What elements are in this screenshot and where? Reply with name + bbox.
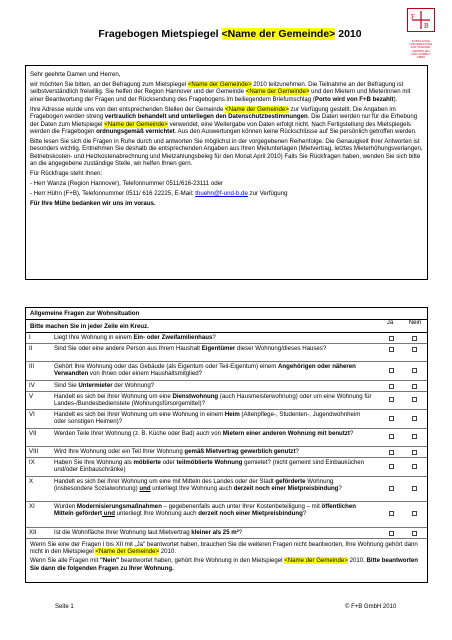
letter-paragraph-1: wir möchten Sie bitten, an der Befragung zum Mietspiegel <Name der Gemeinde> 2010 teilzunehmen. Die Teilnahme an der Befragung ist selbstverständlich freiwillig. Sie helfen der Region Hannover und der Gemeinde <Name der Gemeinde> und den Mietern und Mieterinnen mit einer Beantwortung der Fragen und der Rücksendung des Fragebogens im beiliegendem Briefumschlag (Porto wird von F+B bezahlt).: [30, 81, 411, 103]
cover-letter: [25, 65, 428, 280]
checkbox-no[interactable]: [412, 486, 417, 491]
contact-intro: Für Rückfrage steht Ihnen:: [30, 170, 103, 178]
note-no: Wenn Sie alle Fragen mit "Nein" beantwortet haben, gehört Ihre Wohnung in den Mietspiegel <Name der Gemeinde> 2010. Bitte beantworten Sie dann die folgenden Fragen zu Ihrer Wohnung.: [30, 557, 418, 572]
checkbox-yes[interactable]: [389, 531, 394, 536]
contact-wanza: - Herr Wanza (Region Hannover), Telefonnummer 0511/616-23111 oder: [30, 180, 224, 188]
question-row: IV Sind Sie Untermieter der Wohnung?: [26, 381, 427, 392]
survey-notes: [26, 539, 427, 572]
checkbox-yes[interactable]: [389, 416, 394, 421]
checkbox-yes[interactable]: [389, 347, 394, 352]
page-title: Fragebogen Mietspiegel <Name der Gemeinde> 2010: [98, 28, 362, 40]
checkbox-no[interactable]: [412, 531, 417, 536]
checkbox-no[interactable]: [412, 511, 417, 516]
checkbox-yes[interactable]: [389, 397, 394, 402]
thanks-line: Für Ihre Mühe bedanken wir uns im voraus.: [30, 200, 156, 208]
greeting: Sehr geehrte Damen und Herren,: [30, 71, 121, 78]
instruction-text: Bitte machen Sie in jeder Zeile ein Kreuz.: [30, 323, 149, 330]
checkbox-yes[interactable]: [389, 384, 394, 389]
checkbox-no[interactable]: [412, 368, 417, 373]
checkbox-no[interactable]: [412, 434, 417, 439]
email-link[interactable]: thuehn@f-und-b.de: [195, 190, 248, 198]
checkbox-yes[interactable]: [389, 511, 394, 516]
instruction-row: [26, 320, 427, 333]
question-row: I Liegt Ihre Wohnung in einem Ein- oder Zweifamilienhaus?: [26, 333, 427, 344]
contact-huehn: - Herr Hühn (F+B), Telefonnummer 0511/ 616 22225, E-Mail: thuehn@f-und-b.de zur Verfügung: [30, 190, 288, 198]
checkbox-yes[interactable]: [389, 464, 394, 469]
question-row: XI Wurden Modernisierungsmaßnahmen – gegebenenfalls auch unter Ihrer Kostenbeteiligung – mit öffentlichen Mitteln gefördert und unterliegt Ihre Wohnung auch derzeit noch einer Mietpreisbindung?: [26, 502, 427, 528]
question-row: X Handelt es sich bei Ihrer Wohnung um eine mit Mitteln des Landes oder der Stadt geförderte Wohnung (insbesondere Sozialwohnung) und unterliegt Ihre Wohnung auch derzeit noch einer Mietpreisbindung?: [26, 477, 427, 502]
question-row: V Handelt es sich bei Ihrer Wohnung um eine Dienstwohnung (auch Hausmeisterwohnung) oder um eine Wohnung für Landes-/Bundesbedienstete (Wohnungsfürsorgemittel)?: [26, 392, 427, 410]
checkbox-no[interactable]: [412, 450, 417, 455]
note-yes: Wenn Sie eine der Fragen I bis XII mit „Ja" beantwortet haben, brauchen Sie die weiteren Fragen nicht beantworten, Ihre Wohnung gehört dann nicht in den Mietspiegel <Name der Gemeinde> 2010.: [30, 541, 418, 556]
letter-paragraph-2: Ihre Adresse wurde uns von den entsprechenden Stellen der Gemeinde <Name der Gemeinde> zur Verfügung gestellt. Die Angaben im Fragebogen werden streng vertraulich behandelt und unterliegen den Datenschutzbestimmungen. Die Daten werden nur für die Erhebung der Daten zum Mietspiegel <Name der Gemeinde> verwendet, eine Weitergabe von Daten erfolgt nicht. Nach Fertigstellung des Mietspiegels werden die Fragebogen ordnungsgemäß vernichtet. Aus den Auswertungen können keine Rückschlüsse auf Sie persönlich getroffen werden.: [30, 105, 418, 136]
survey-table: [25, 307, 428, 583]
checkbox-yes[interactable]: [389, 450, 394, 455]
checkbox-yes[interactable]: [389, 336, 394, 341]
checkbox-yes[interactable]: [389, 368, 394, 373]
checkbox-no[interactable]: [412, 397, 417, 402]
checkbox-no[interactable]: [412, 416, 417, 421]
logo-tagline: FORSCHUNG UND BERATUNG FÜR WOHNEN, IMMOBILIEN UND UMWELT GMBH: [409, 40, 433, 60]
fb-logo: [407, 8, 435, 64]
title-placeholder: <Name der Gemeinde>: [221, 28, 336, 40]
svg-text:B: B: [424, 22, 429, 30]
question-row: XII Ist die Wohnfläche Ihrer Wohnung laut Mietvertrag kleiner als 25 m²?: [26, 528, 427, 539]
col-header-no: Nein: [408, 319, 422, 326]
col-header-yes: Ja: [386, 319, 394, 326]
question-row: VIII Wird Ihre Wohnung oder ein Teil Ihrer Wohnung gemäß Mietvertrag gewerblich genutzt?: [26, 447, 427, 458]
checkbox-no[interactable]: [412, 347, 417, 352]
svg-text:F: F: [411, 13, 415, 21]
question-row: II Sind Sie oder eine andere Person aus Ihrem Haushalt Eigentümer dieser Wohnung/dieses Hauses?: [26, 344, 427, 362]
question-row: VII Werden Teile Ihrer Wohnung (z. B. Küche oder Bad) auch von Mietern einer anderen Wohnung mit benutzt?: [26, 429, 427, 447]
checkbox-no[interactable]: [412, 336, 417, 341]
question-row: III Gehört Ihre Wohnung oder das Gebäude (als Eigentum oder Teil-Eigentum) einem Angehörigen oder näheren Verwandten von Ihnen oder einem Haushaltsmitglied?: [26, 362, 427, 381]
question-row: VI Handelt es sich bei Ihrer Wohnung um eine Wohnung in einem Heim (Altenpflege-, Studenten-, Jugendwohnheim oder sonstigen Heimen)?: [26, 410, 427, 429]
checkbox-yes[interactable]: [389, 434, 394, 439]
checkbox-no[interactable]: [412, 384, 417, 389]
logo-box-icon: [407, 8, 435, 32]
checkbox-yes[interactable]: [389, 486, 394, 491]
copyright: © F+B GmbH 2010: [345, 604, 397, 610]
question-row: IX Haben Sie Ihre Wohnung als möblierte oder teilmöblierte Wohnung gemietet? (nicht gemeint sind Einbauküchen und/oder Einbauschränke): [26, 458, 427, 477]
page-number: Seite 1: [55, 604, 74, 610]
section-title: Allgemeine Fragen zur Wohnsituation: [26, 308, 427, 320]
letter-paragraph-3: Bitte lesen Sie sich die Fragen in Ruhe durch und antworten Sie möglichst in der vorgegebenen Reihenfolge. Die Genauigkeit Ihrer Antworten ist besonders wichtig. Entnehmen Sie deshalb die entsprechenden Angaben aus Ihren Mietunterlagen (Mietvertrag, letztes Mieterhöhungsverlangen, Betriebskosten- und Heizkostenabrechnung und Mietzahlungsbeleg für den Monat April 2010) Falls Sie Rückfragen haben, wenden Sie sich bitte an die angegebene zuständige Stelle, wir helfen Ihnen gern.: [30, 138, 423, 168]
checkbox-no[interactable]: [412, 464, 417, 469]
